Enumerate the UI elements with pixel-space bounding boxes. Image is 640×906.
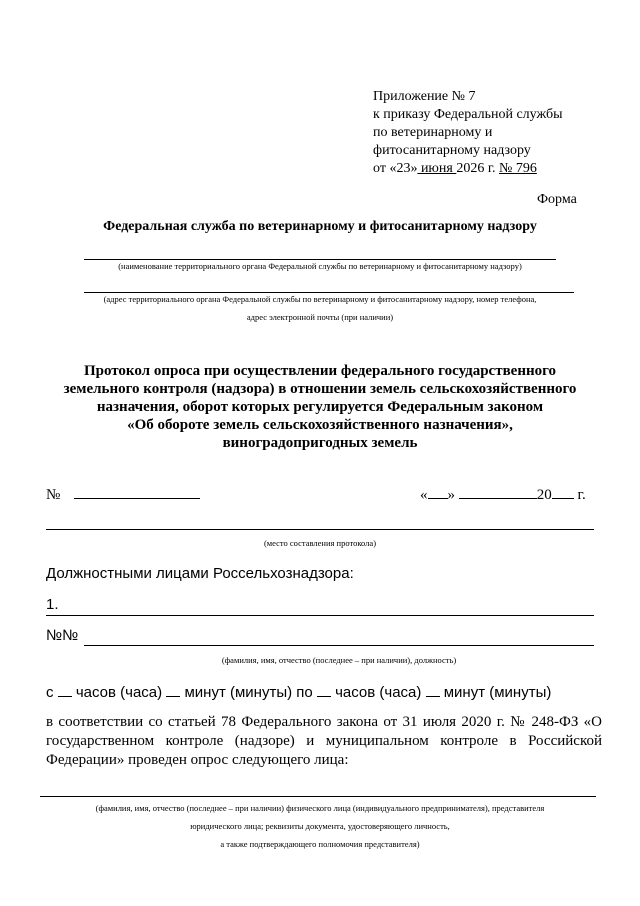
- officials-hint: (фамилия, имя, отчество (последнее – при наличии), должность): [221, 655, 457, 665]
- appendix-order-number: № 796: [499, 161, 537, 176]
- title-line-5: виноградопригодных земель: [222, 435, 418, 451]
- official-nn-label: №№: [46, 627, 79, 644]
- time-to-hours-field[interactable]: [317, 682, 331, 697]
- protocol-number-field[interactable]: [74, 484, 200, 499]
- date-month-field[interactable]: [459, 484, 537, 499]
- time-hours-label-2: часов (часа): [335, 684, 422, 701]
- time-to-minutes-field[interactable]: [426, 682, 440, 697]
- person-hint-2: юридического лица; реквизиты документа, удостоверяющего личность,: [190, 821, 450, 831]
- time-minutes-label-1: минут (минуты) по: [184, 684, 313, 701]
- protocol-title: [60, 362, 580, 452]
- appendix-date-prefix: от: [373, 161, 386, 176]
- date-year-field[interactable]: [552, 484, 574, 499]
- address-hint-2: адрес электронной почты (при наличии): [246, 312, 394, 322]
- protocol-date: [420, 484, 586, 504]
- time-minutes-label-2: минут (минуты): [443, 684, 552, 701]
- appendix-line-1: Приложение № 7: [373, 89, 476, 104]
- appendix-line-2: к приказу Федеральной службы: [373, 107, 563, 122]
- time-from-hours-field[interactable]: [58, 682, 72, 697]
- person-hint-3: а также подтверждающего полномочия представителя): [220, 839, 420, 849]
- officials-label: Должностными лицами Россельхознадзора:: [46, 565, 354, 582]
- address-hint-1: (адрес территориального органа Федеральной службы по ветеринарному и фитосанитарному надзору, номер телефона,: [103, 294, 537, 304]
- form-label: Форма: [537, 192, 577, 207]
- official-1-label: 1.: [46, 596, 59, 613]
- appendix-line-4: фитосанитарному надзору: [373, 143, 531, 158]
- person-hint-1: (фамилия, имя, отчество (последнее – при наличии) физического лица (индивидуального предпринимателя), представителя: [95, 803, 545, 813]
- person-line[interactable]: [40, 796, 596, 797]
- time-hours-label-1: часов (часа): [75, 684, 163, 701]
- time-from-label: с: [46, 684, 54, 701]
- appendix-order-date: [373, 160, 562, 178]
- appendix-date-month: июня: [417, 161, 457, 176]
- legal-basis-paragraph: в соответствии со статьей 78 Федерального закона от 31 июля 2020 г. № 248-ФЗ «О государственном контроле (надзоре) и муниципальном контроле в Российской Федерации» проведен опрос следующего лица:: [46, 714, 602, 768]
- date-day-field[interactable]: [428, 484, 448, 499]
- date-century: 20: [536, 487, 552, 503]
- title-line-1: Протокол опроса при осуществлении федерального государственного: [83, 363, 557, 379]
- place-line[interactable]: [46, 529, 594, 530]
- title-line-3: назначения, оборот которых регулируется Федеральным законом: [96, 399, 544, 415]
- appendix-block: [373, 88, 562, 178]
- time-from-minutes-field[interactable]: [166, 682, 180, 697]
- appendix-date-day: «23»: [389, 161, 418, 176]
- official-nn-line[interactable]: [84, 645, 594, 646]
- territorial-body-hint: (наименование территориального органа Федеральной службы по ветеринарному и фитосанитарному надзору): [118, 261, 522, 271]
- protocol-number: [46, 484, 200, 504]
- date-close-quote: »: [447, 487, 455, 503]
- number-label: №: [46, 487, 61, 503]
- time-range: [46, 682, 551, 701]
- appendix-date-year: 2026 г.: [456, 161, 496, 176]
- place-hint: (место составления протокола): [263, 538, 377, 548]
- appendix-line-3: по ветеринарному и: [373, 125, 493, 140]
- date-open-quote: «: [420, 487, 428, 503]
- agency-name: Федеральная служба по ветеринарному и фитосанитарному надзору: [103, 219, 537, 234]
- date-year-suffix: г.: [577, 487, 586, 503]
- title-line-4: «Об обороте земель сельскохозяйственного назначения»,: [127, 417, 513, 433]
- title-line-2: земельного контроля (надзора) в отношении земель сельскохозяйственного: [63, 381, 577, 397]
- official-1-line[interactable]: [46, 615, 594, 616]
